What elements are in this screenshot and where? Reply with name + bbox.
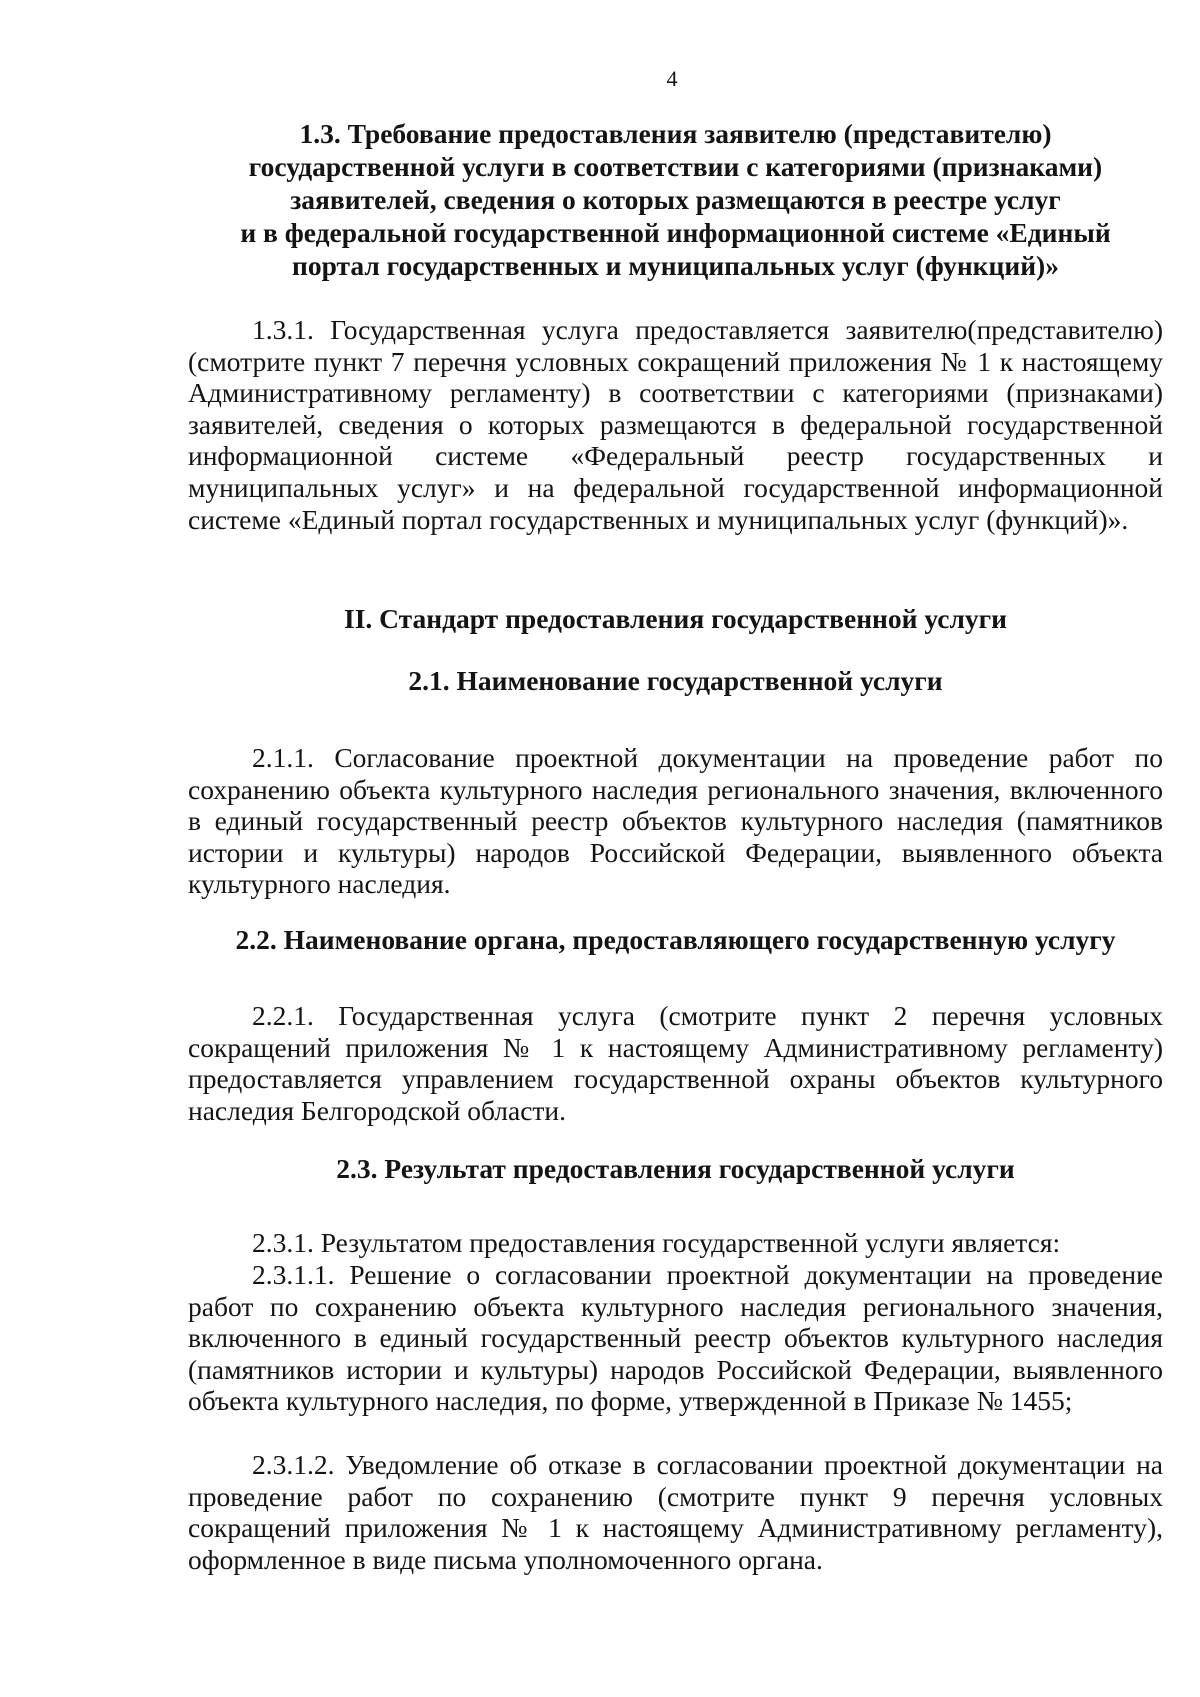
paragraph-1-3-1: 1.3.1. Государственная услуга предоставляется заявителю(представителю) (смотрите пункт 7 перечня условных сокращений приложения № 1 к настоящему Административному регламенту) в соответствии с категориями (признаками) заявителей, сведения о которых размещаются в федеральной государственной информационной системе «Федеральный реестр государственных и муниципальных услуг» и на федеральной государственной информационной системе «Единый портал государственных и муниципальных услуг (функций)». [188,314,1163,535]
section-ii-heading: II. Стандарт предоставления государственной услуги [344,603,1007,634]
heading-line: государственной услуги в соответствии с категориями (признаками) [248,151,1103,182]
paragraph-2-3-1-2: 2.3.1.2. Уведомление об отказе в согласовании проектной документации на проведение работ по сохранению (смотрите пункт 9 перечня условных сокращений приложения № 1 к настоящему Административному регламенту), оформленное в виде письма уполномоченного органа. [188,1449,1163,1575]
paragraph-2-2-1: 2.2.1. Государственная услуга (смотрите пункт 2 перечня условных сокращений приложения № 1 к настоящему Административному регламенту) предоставляется управлением государственной охраны объектов культурного наследия Белгородской области. [188,1000,1163,1126]
paragraph-2-3-1: 2.3.1. Результатом предоставления государственной услуги является: [252,1227,1061,1258]
section-1-3-heading [188,117,1163,282]
heading-line: портал государственных и муниципальных услуг (функций)» [292,250,1059,281]
heading-line: и в федеральной государственной информационной системе «Единый [240,217,1111,248]
paragraph-2-1-1: 2.1.1. Согласование проектной документации на проведение работ по сохранению объекта культурного наследия регионального значения, включенного в единый государственный реестр объектов культурного наследия (памятников истории и культуры) народов Российской Федерации, выявленного объекта культурного наследия. [188,742,1163,900]
heading-line: 1.3. Требование предоставления заявителю (представителю) [299,118,1052,149]
page-number: 4 [666,66,678,91]
section-2-1-heading: 2.1. Наименование государственной услуги [408,665,943,696]
paragraph-2-3-1-1: 2.3.1.1. Решение о согласовании проектной документации на проведение работ по сохранению объекта культурного наследия регионального значения, включенного в единый государственный реестр объектов культурного наследия (памятников истории и культуры) народов Российской Федерации, выявленного объекта культурного наследия, по форме, утвержденной в Приказе № 1455; [188,1259,1163,1417]
section-2-2-heading: 2.2. Наименование органа, предоставляющего государственную услугу [235,924,1116,955]
heading-line: заявителей, сведения о которых размещаются в реестре услуг [290,184,1061,215]
section-2-3-heading: 2.3. Результат предоставления государственной услуги [336,1153,1015,1184]
